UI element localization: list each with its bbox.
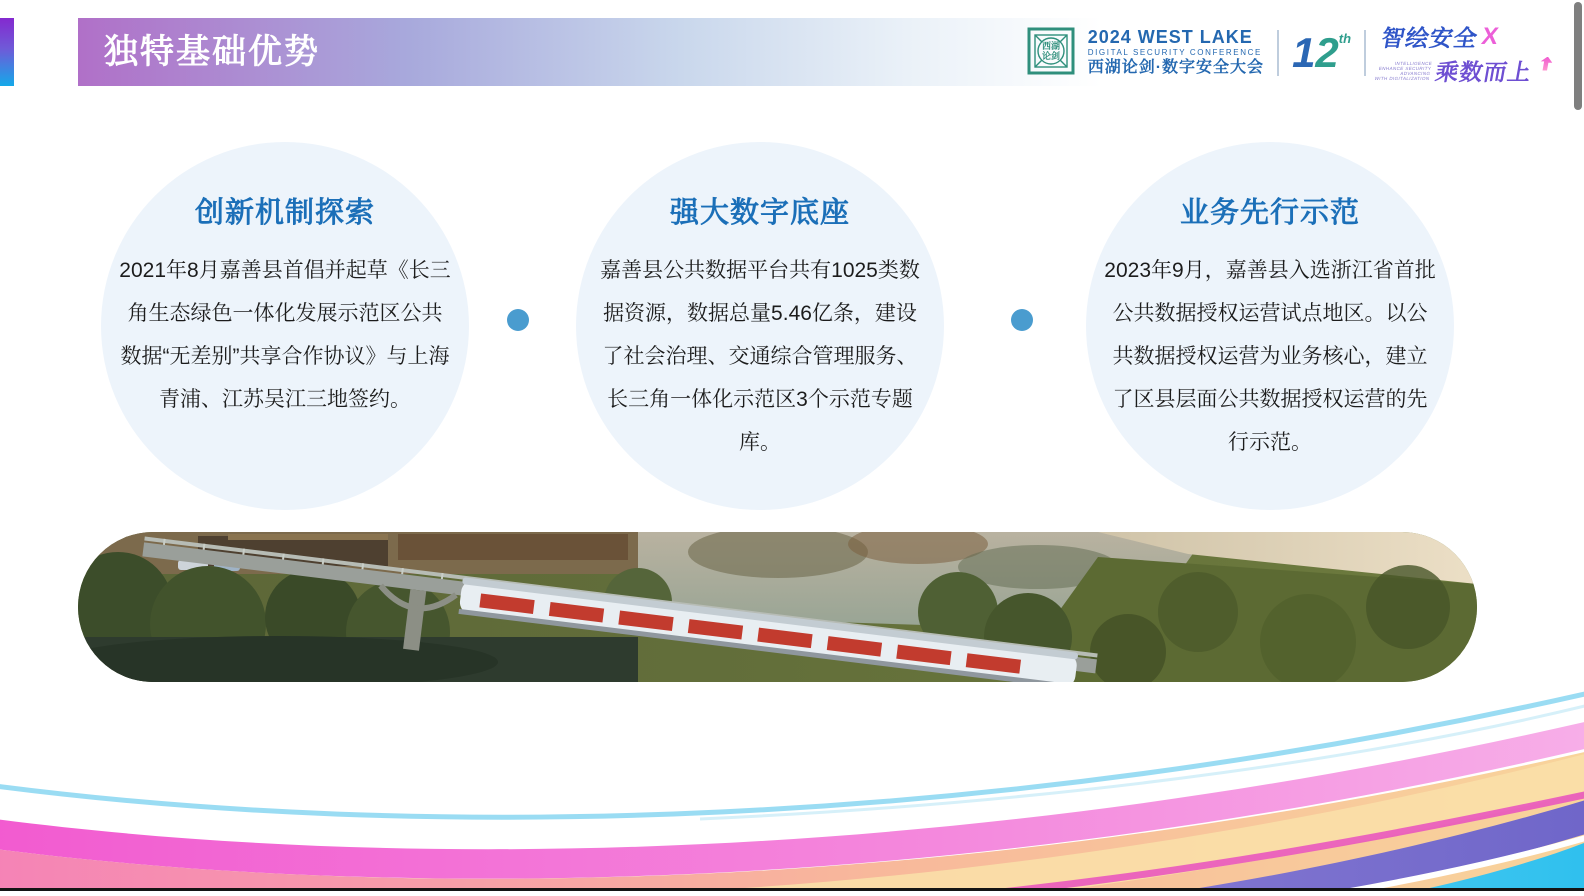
card-body: 嘉善县公共数据平台共有1025类数据资源，数据总量5.46亿条，建设了社会治理、交通综合管理服务、长三角一体化示范区3个示范专题库。 [600, 259, 920, 454]
tagline: ENHANCE SECURITY [1378, 65, 1432, 70]
edition-badge [1292, 27, 1351, 79]
edition-suffix: th [1338, 31, 1352, 46]
slogan-line1: 智绘安全 [1379, 24, 1481, 51]
conference-subtitle-en: DIGITAL SECURITY CONFERENCE [1087, 48, 1262, 57]
card-body: 2021年8月嘉善县首倡并起草《长三角生态绿色一体化发展示范区公共数据“无差别”共享合作协议》与上海青浦、江苏吴江三地签约。 [119, 259, 451, 411]
card-digital-base [576, 142, 944, 510]
card-business-pilot [1086, 142, 1454, 510]
edition-digit: 1 [1292, 29, 1316, 76]
tagline: ADVANCING [1400, 70, 1432, 75]
conference-wordmark [1088, 28, 1264, 78]
header-accent-bar [0, 18, 14, 86]
card-title: 创新机制探索 [194, 197, 375, 229]
logo-divider [1364, 30, 1366, 76]
separator-dot [507, 309, 529, 331]
slogan-line2: 乘数而上 [1433, 58, 1535, 85]
slogan-taglines [1374, 60, 1432, 80]
separator-dot [1011, 309, 1033, 331]
decorative-waves [0, 691, 1584, 891]
slogan-logo [1373, 20, 1560, 87]
west-lake-seal-icon [1027, 27, 1075, 80]
arrow-up-icon [1537, 56, 1553, 70]
card-title: 强大数字底座 [669, 197, 850, 229]
edition-digit: 2 [1315, 29, 1339, 76]
tagline: INTELLIGENCE [1394, 60, 1433, 65]
tagline: WITH DIGITALIZATION [1374, 75, 1431, 80]
scrollbar-thumb[interactable] [1574, 2, 1582, 110]
svg-text:西湖: 西湖 [1041, 40, 1060, 51]
page-title: 独特基础优势 [104, 33, 320, 71]
conference-name-zh: 西湖论剑·数字安全大会 [1087, 59, 1265, 76]
card-title: 业务先行示范 [1179, 197, 1360, 229]
card-body: 2023年9月，嘉善县入选浙江省首批公共数据授权运营试点地区。以公共数据授权运营为业务核心，建立了区县层面公共数据授权运营的先行示范。 [1104, 259, 1436, 454]
card-innovation-mechanism [101, 142, 469, 510]
conference-name-en: 2024 WEST LAKE [1087, 27, 1253, 47]
landscape-photo [78, 532, 1477, 682]
slogan-x-mark: X [1479, 22, 1501, 49]
logo-cluster [1027, 22, 1554, 84]
svg-text:论剑: 论剑 [1041, 50, 1060, 61]
logo-divider [1277, 30, 1279, 76]
